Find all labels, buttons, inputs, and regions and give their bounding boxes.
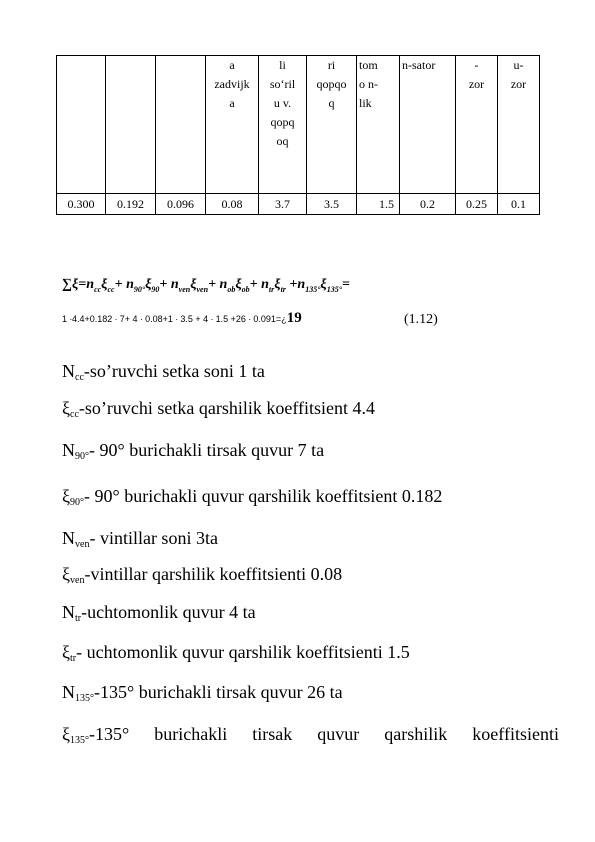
numeric-calculation: 1 ∙4.4+0.182 ∙ 7+ 4 ∙ 0.08+1 ∙ 3.5 + 4 ∙ 1.5 +26 ∙ 0.091=¿19 [62,310,302,326]
sum-formula: $\sum\xi=n_{cc}\xi_{cc}+ n_{90^\circ}\xi_{90}+ n_{ven}\xi_{ven}+ n_{ob}\xi_{ob}+ n_{tr}\xi_{tr} +n_{135^\circ}\xi_{135^\circ}=$ [62,277,350,294]
table-header-row [57,56,540,194]
header-cell: li so‘ril u v. qopq oq [259,56,307,194]
header-cell: ri qopqo q [307,56,357,194]
table-cell: 0.1 [498,194,540,215]
definition-line: Nven- vintillar soni 3ta [62,528,218,550]
table-cell: 1.5 [357,194,400,215]
header-cell: tom o n- lik [357,56,400,194]
header-cell [57,56,106,194]
definition-line: ξtr- uchtomonlik quvur qarshilik koeffitsienti 1.5 [62,642,410,664]
table-cell: 0.08 [206,194,259,215]
header-cell: a zadvijk a [206,56,259,194]
table-cell: 0.2 [400,194,456,215]
coefficient-table [56,55,540,215]
definition-line: N135°-135° burichakli tirsak quvur 26 ta [62,682,343,704]
definition-line: Ncc-so’ruvchi setka soni 1 ta [62,361,265,383]
header-cell [156,56,206,194]
table-cell: 0.300 [57,194,106,215]
definition-line: ξven-vintillar qarshilik koeffitsienti 0.08 [62,564,343,586]
table-cell: 0.096 [156,194,206,215]
definition-line: ξ90°- 90° burichakli quvur qarshilik koeffitsient 0.182 [62,486,443,508]
definition-line: N90°- 90° burichakli tirsak quvur 7 ta [62,440,325,462]
table-cell: 3.5 [307,194,357,215]
definition-line: ξcc-so’ruvchi setka qarshilik koeffitsient 4.4 [62,398,376,420]
calculation-result: 19 [286,310,302,326]
definition-line: Ntr-uchtomonlik quvur 4 ta [62,602,256,624]
table-cell: 0.25 [456,194,498,215]
header-cell: u- zor [498,56,540,194]
header-cell: n-sator [400,56,456,194]
header-cell [106,56,156,194]
table-cell: 0.192 [106,194,156,215]
definition-line: ξ135°-135° burichakli tirsak quvur qarshilik koeffitsienti [62,724,559,746]
header-cell: - zor [456,56,498,194]
equation-number: (1.12) [404,312,438,327]
table-values-row [57,194,540,215]
table-cell: 3.7 [259,194,307,215]
